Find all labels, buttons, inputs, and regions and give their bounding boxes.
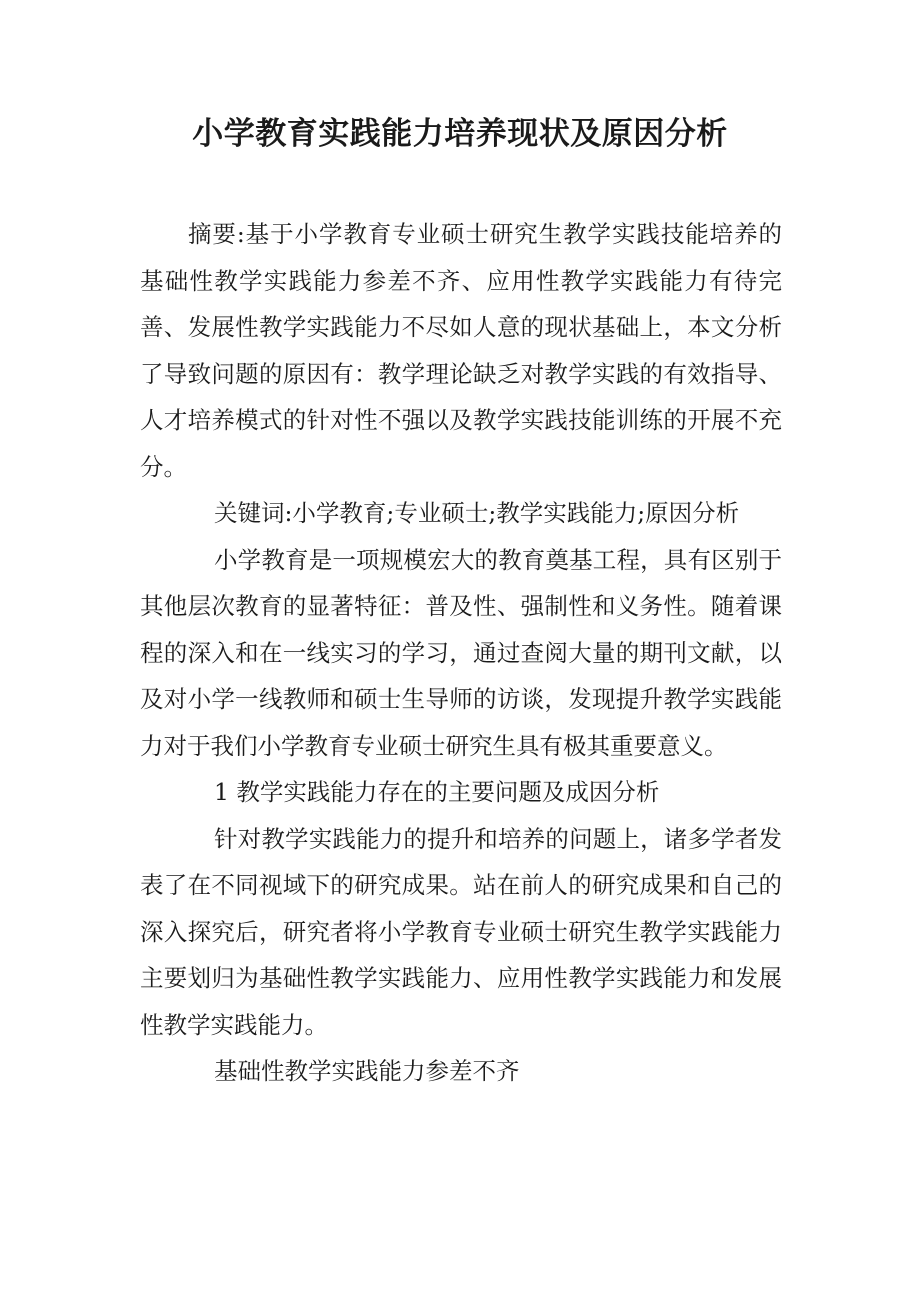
section-paragraph: 针对教学实践能力的提升和培养的问题上，诸多学者发表了在不同视域下的研究成果。站在前人的研究成果和自己的深入探究后，研究者将小学教育专业硕士研究生教学实践能力主要划归为基础性教学实践能力、应用性教学实践能力和发展性教学实践能力。: [140, 824, 782, 1039]
intro-paragraph: 小学教育是一项规模宏大的教育奠基工程，具有区别于其他层次教育的显著特征：普及性、强制性和义务性。随着课程的深入和在一线实习的学习，通过查阅大量的期刊文献，以及对小学一线教师和硕士生导师的访谈，发现提升教学实践能力对于我们小学教育专业硕士研究生具有极其重要意义。: [140, 545, 782, 760]
document-body: [140, 211, 782, 1095]
keywords-line: 关键词:小学教育;专业硕士;教学实践能力;原因分析: [214, 499, 740, 527]
page-title: 小学教育实践能力培养现状及原因分析: [192, 116, 728, 152]
subsection-heading: 基础性教学实践能力参差不齐: [214, 1057, 520, 1085]
abstract-paragraph: 摘要:基于小学教育专业硕士研究生教学实践技能培养的基础性教学实践能力参差不齐、应用性教学实践能力有待完善、发展性教学实践能力不尽如人意的现状基础上，本文分析了导致问题的原因有：教学理论缺乏对教学实践的有效指导、人才培养模式的针对性不强以及教学实践技能训练的开展不充分。: [140, 220, 782, 481]
section-heading: 1 教学实践能力存在的主要问题及成因分析: [214, 778, 660, 806]
